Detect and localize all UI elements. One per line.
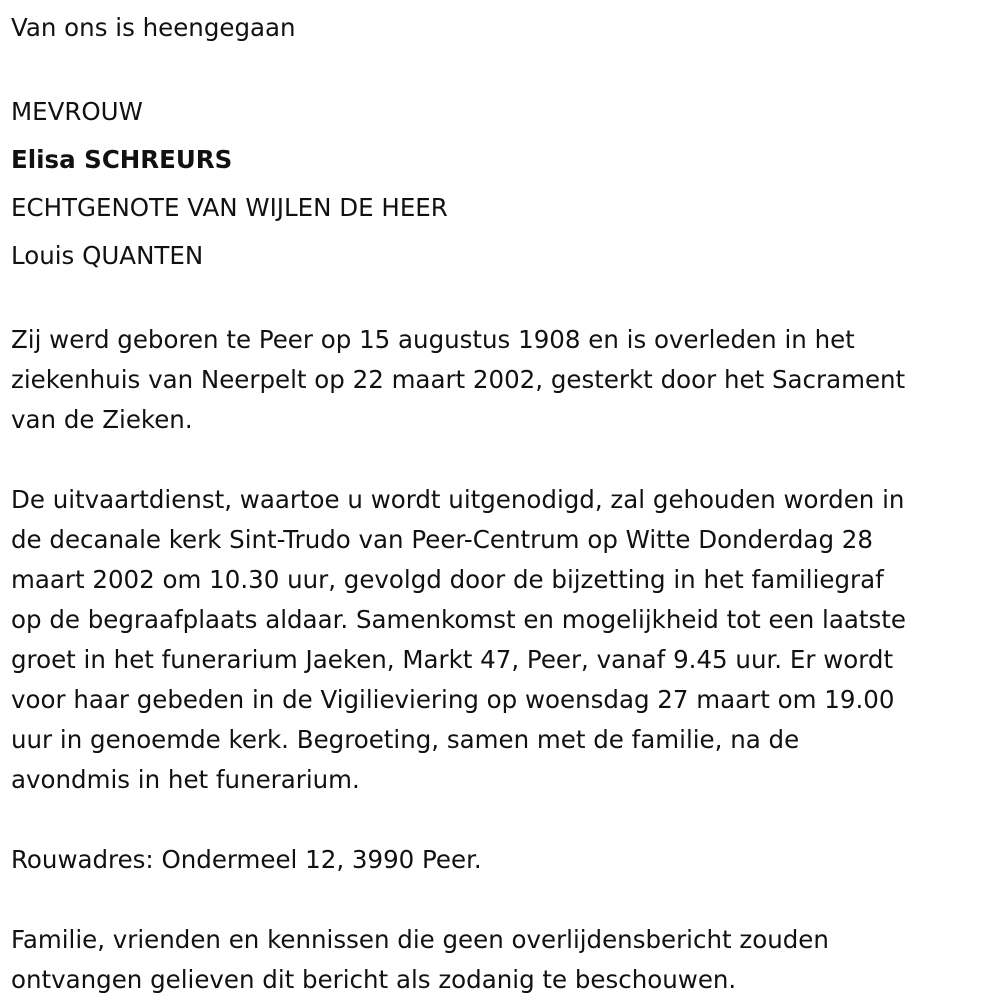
funeral-line: maart 2002 om 10.30 uur, gevolgd door de bijzetting in het familiegraf — [11, 565, 884, 594]
birth-death-paragraph — [11, 320, 996, 440]
birth-death-line: van de Zieken. — [11, 405, 193, 434]
funeral-paragraph — [11, 480, 996, 800]
address-text: Rouwadres: Ondermeel 12, 3990 Peer. — [11, 845, 482, 874]
spacer — [11, 280, 996, 320]
intro-text: Van ons is heengegaan — [11, 13, 296, 42]
title-text: MEVROUW — [11, 97, 143, 126]
funeral-line: groet in het funerarium Jaeken, Markt 47, Peer, vanaf 9.45 uur. Er wordt — [11, 645, 894, 674]
spacer — [11, 440, 996, 480]
relation-text: ECHTGENOTE VAN WIJLEN DE HEER — [11, 193, 448, 222]
birth-death-line: Zij werd geboren te Peer op 15 augustus 1908 en is overleden in het — [11, 325, 855, 354]
funeral-line: uur in genoemde kerk. Begroeting, samen met de familie, na de — [11, 725, 800, 754]
spacer — [11, 880, 996, 920]
funeral-line: voor haar gebeden in de Vigilieviering op woensdag 27 maart om 19.00 — [11, 685, 895, 714]
funeral-line: op de begraafplaats aldaar. Samenkomst en mogelijkheid tot een laatste — [11, 605, 906, 634]
closing-line: Familie, vrienden en kennissen die geen overlijdensbericht zouden — [11, 925, 829, 954]
spacer — [11, 48, 996, 88]
spouse-name: Louis QUANTEN — [11, 241, 204, 270]
funeral-line: De uitvaartdienst, waartoe u wordt uitgenodigd, zal gehouden worden in — [11, 485, 905, 514]
closing-paragraph — [11, 920, 996, 1000]
spacer — [11, 800, 996, 840]
funeral-line: de decanale kerk Sint-Trudo van Peer-Centrum op Witte Donderdag 28 — [11, 525, 873, 554]
obituary-notice — [11, 8, 996, 1000]
birth-death-line: ziekenhuis van Neerpelt op 22 maart 2002, gesterkt door het Sacrament — [11, 365, 906, 394]
funeral-line: avondmis in het funerarium. — [11, 765, 360, 794]
closing-line: ontvangen gelieven dit bericht als zodanig te beschouwen. — [11, 965, 737, 994]
deceased-name: Elisa SCHREURS — [11, 145, 233, 174]
